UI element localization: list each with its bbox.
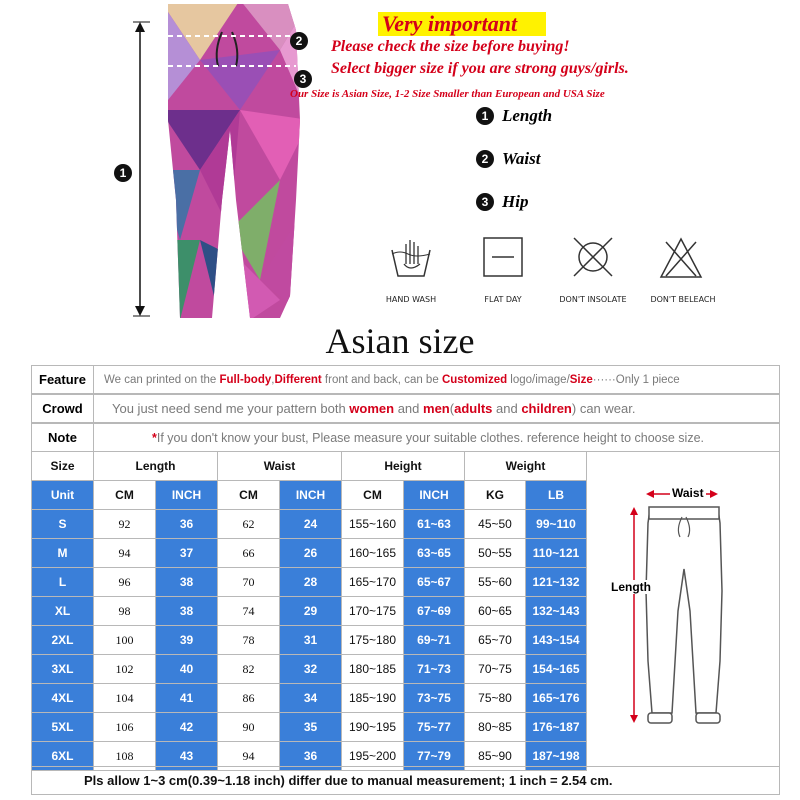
table-row (32, 684, 587, 713)
unit-cell: INCH (156, 481, 218, 510)
table-cell: 132~143 (526, 597, 587, 626)
table-cell: 39 (156, 626, 218, 655)
header-size: Size (32, 452, 94, 481)
table-cell: 65~70 (465, 626, 526, 655)
unit-cell: INCH (404, 481, 465, 510)
size-cell: 4XL (32, 684, 94, 713)
table-cell: 38 (156, 597, 218, 626)
pants-photo (0, 0, 380, 320)
table-cell: 185~190 (342, 684, 404, 713)
table-cell: 154~165 (526, 655, 587, 684)
table-cell: 100 (94, 626, 156, 655)
legend-label: Hip (502, 192, 529, 211)
notice-line3: Our Size is Asian Size, 1-2 Size Smaller than European and USA Size (290, 88, 605, 100)
notice-line2: Select bigger size if you are strong guys/girls. (331, 60, 629, 77)
table-cell: 165~176 (526, 684, 587, 713)
crowd-text: You just need send me your pattern both women and men(adults and children) can wear. (112, 401, 636, 416)
table-cell: 24 (280, 510, 342, 539)
size-cell: 2XL (32, 626, 94, 655)
table-cell: 55~60 (465, 568, 526, 597)
table-cell: 74 (218, 597, 280, 626)
notice-heading: Very important (382, 11, 518, 36)
table-cell: 99~110 (526, 510, 587, 539)
table-cell: 195~200 (342, 742, 404, 771)
header-height: Height (342, 452, 465, 481)
diagram-length-label: Length (611, 580, 651, 594)
feature-label: Feature (32, 366, 94, 393)
crowd-label: Crowd (32, 395, 94, 422)
table-cell: 28 (280, 568, 342, 597)
unit-cell: LB (526, 481, 587, 510)
legend-hip (476, 192, 528, 212)
unit-cell: CM (218, 481, 280, 510)
table-cell: 143~154 (526, 626, 587, 655)
table-cell: 90 (218, 713, 280, 742)
note-text: *If you don't know your bust, Please measure your suitable clothes. reference height to choose size. (152, 430, 705, 445)
table-row (32, 713, 587, 742)
care-label-dont-insolate: DON'T INSOLATE (559, 295, 627, 304)
table-cell: 43 (156, 742, 218, 771)
legend-num: 3 (476, 193, 494, 211)
header-length: Length (94, 452, 218, 481)
hand-wash-icon (388, 234, 434, 280)
table-cell: 160~165 (342, 539, 404, 568)
size-cell: XL (32, 597, 94, 626)
no-sun-icon (570, 234, 616, 280)
care-label-hand-wash: HAND WASH (385, 295, 437, 304)
table-row (32, 626, 587, 655)
feature-text: We can printed on the Full-body,Different front and back, can be Customized logo/image/Size······Only 1 piece (104, 373, 680, 386)
legend-num: 2 (476, 150, 494, 168)
unit-cell: KG (465, 481, 526, 510)
unit-header-row (32, 481, 587, 510)
legend-length (476, 106, 552, 126)
table-cell: 86 (218, 684, 280, 713)
table-cell: 70~75 (465, 655, 526, 684)
footer-note (31, 766, 780, 795)
table-cell: 102 (94, 655, 156, 684)
table-cell: 77~79 (404, 742, 465, 771)
table-cell: 36 (156, 510, 218, 539)
size-table (31, 451, 587, 771)
table-cell: 121~132 (526, 568, 587, 597)
table-cell: 41 (156, 684, 218, 713)
table-cell: 60~65 (465, 597, 526, 626)
care-label-dont-bleach: DON'T BELEACH (650, 295, 716, 304)
table-cell: 104 (94, 684, 156, 713)
size-cell: L (32, 568, 94, 597)
unit-cell: INCH (280, 481, 342, 510)
table-cell: 155~160 (342, 510, 404, 539)
table-cell: 61~63 (404, 510, 465, 539)
table-cell: 36 (280, 742, 342, 771)
table-row (32, 655, 587, 684)
care-label-flat-day: FLAT DAY (484, 295, 522, 304)
table-cell: 176~187 (526, 713, 587, 742)
table-cell: 29 (280, 597, 342, 626)
table-cell: 92 (94, 510, 156, 539)
table-cell: 73~75 (404, 684, 465, 713)
note-row (31, 423, 780, 452)
table-row (32, 568, 587, 597)
notice-line1: Please check the size before buying! (331, 38, 570, 55)
table-cell: 98 (94, 597, 156, 626)
table-cell: 42 (156, 713, 218, 742)
table-cell: 170~175 (342, 597, 404, 626)
page-title: Asian size (325, 321, 475, 361)
table-cell: 31 (280, 626, 342, 655)
table-cell: 26 (280, 539, 342, 568)
unit-cell: CM (94, 481, 156, 510)
table-cell: 62 (218, 510, 280, 539)
note-label: Note (32, 424, 94, 451)
table-cell: 38 (156, 568, 218, 597)
table-cell: 94 (94, 539, 156, 568)
table-cell: 35 (280, 713, 342, 742)
header-waist: Waist (218, 452, 342, 481)
size-cell: 3XL (32, 655, 94, 684)
table-cell: 37 (156, 539, 218, 568)
table-cell: 70 (218, 568, 280, 597)
table-cell: 94 (218, 742, 280, 771)
size-cell: S (32, 510, 94, 539)
marker-length: 1 (114, 164, 132, 182)
no-bleach-icon (658, 236, 704, 280)
table-cell: 108 (94, 742, 156, 771)
footer-text: Pls allow 1~3 cm(0.39~1.18 inch) differ due to manual measurement; 1 inch = 2.54 cm. (84, 773, 613, 788)
table-cell: 75~80 (465, 684, 526, 713)
table-row (32, 510, 587, 539)
table-cell: 34 (280, 684, 342, 713)
marker-waist: 2 (290, 32, 308, 50)
size-cell: 5XL (32, 713, 94, 742)
flat-dry-icon (482, 236, 524, 278)
table-cell: 110~121 (526, 539, 587, 568)
size-cell: M (32, 539, 94, 568)
table-cell: 40 (156, 655, 218, 684)
size-cell: 6XL (32, 742, 94, 771)
legend-label: Length (502, 106, 553, 125)
table-cell: 180~185 (342, 655, 404, 684)
table-cell: 63~65 (404, 539, 465, 568)
table-cell: 175~180 (342, 626, 404, 655)
table-cell: 85~90 (465, 742, 526, 771)
table-cell: 187~198 (526, 742, 587, 771)
table-cell: 67~69 (404, 597, 465, 626)
table-cell: 106 (94, 713, 156, 742)
unit-cell: CM (342, 481, 404, 510)
legend-label: Waist (502, 149, 541, 168)
unit-cell: Unit (32, 481, 94, 510)
table-cell: 71~73 (404, 655, 465, 684)
diagram-waist-label: Waist (672, 486, 704, 500)
table-cell: 96 (94, 568, 156, 597)
table-cell: 69~71 (404, 626, 465, 655)
group-header-row (32, 452, 587, 481)
legend-num: 1 (476, 107, 494, 125)
table-cell: 190~195 (342, 713, 404, 742)
table-cell: 80~85 (465, 713, 526, 742)
table-cell: 75~77 (404, 713, 465, 742)
table-cell: 82 (218, 655, 280, 684)
table-cell: 78 (218, 626, 280, 655)
table-cell: 165~170 (342, 568, 404, 597)
crowd-row (31, 394, 780, 423)
table-cell: 66 (218, 539, 280, 568)
header-weight: Weight (465, 452, 587, 481)
legend-waist (476, 149, 540, 169)
table-cell: 65~67 (404, 568, 465, 597)
table-row (32, 597, 587, 626)
table-cell: 50~55 (465, 539, 526, 568)
table-cell: 32 (280, 655, 342, 684)
table-row (32, 539, 587, 568)
feature-row (31, 365, 780, 394)
marker-hip: 3 (294, 70, 312, 88)
table-cell: 45~50 (465, 510, 526, 539)
